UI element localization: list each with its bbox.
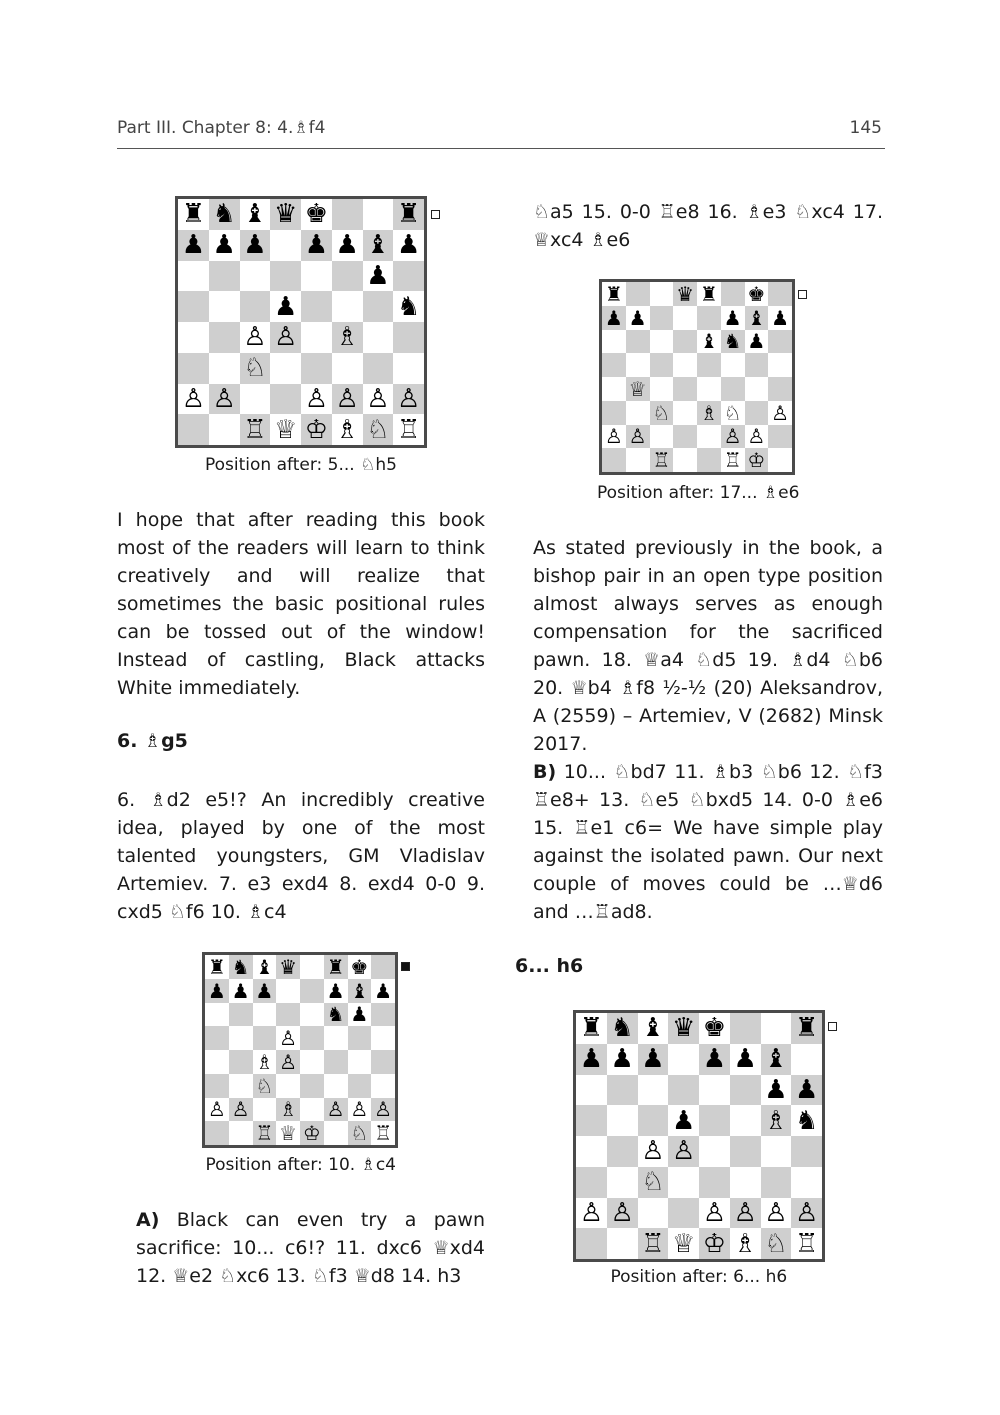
variation-a-paragraph bbox=[136, 1206, 485, 1290]
white-pawn-piece-d4: ♙ bbox=[270, 322, 301, 353]
black-pawn-piece-b7: ♟ bbox=[626, 306, 650, 330]
board-square-e3 bbox=[301, 353, 332, 384]
black-pawn-piece-h7: ♟ bbox=[768, 306, 792, 330]
board-square-a4 bbox=[178, 322, 209, 353]
board-square-d3 bbox=[276, 1074, 300, 1098]
black-bishop-piece-g7: ♝ bbox=[745, 306, 769, 330]
white-knight-piece-c3: ♘ bbox=[253, 1074, 277, 1098]
white-bishop-piece-c4: ♗ bbox=[253, 1050, 277, 1074]
black-pawn-piece-c7: ♟ bbox=[253, 979, 277, 1003]
board-square-e6 bbox=[301, 261, 332, 292]
board-square-b5 bbox=[626, 353, 650, 377]
board-square-h5 bbox=[768, 353, 792, 377]
white-bishop-piece-d2: ♗ bbox=[276, 1098, 300, 1122]
board-square-e5 bbox=[301, 291, 332, 322]
move-heading-g5: 6. ♗g5 bbox=[117, 730, 188, 752]
black-bishop-piece-c8: ♝ bbox=[638, 1013, 669, 1044]
board-square-b4 bbox=[229, 1050, 253, 1074]
board-square-a3 bbox=[205, 1074, 229, 1098]
black-rook-piece-a8: ♜ bbox=[178, 199, 209, 230]
board-square-b5 bbox=[607, 1105, 638, 1136]
board-square-h6 bbox=[371, 1003, 395, 1027]
white-rook-piece-c1: ♖ bbox=[650, 448, 674, 472]
board-square-a5 bbox=[602, 353, 626, 377]
white-knight-piece-g1: ♘ bbox=[363, 414, 394, 445]
white-queen-piece-d1: ♕ bbox=[270, 414, 301, 445]
black-pawn-piece-a7: ♟ bbox=[205, 979, 229, 1003]
white-pawn-piece-a2: ♙ bbox=[602, 425, 626, 449]
diagram-caption: Position after: 5... ♘h5 bbox=[205, 455, 397, 475]
board-square-e3 bbox=[699, 1167, 730, 1198]
board-square-b1 bbox=[209, 414, 240, 445]
board-square-h2 bbox=[768, 425, 792, 449]
intro-paragraph: I hope that after reading this book most of the readers will learn to think creatively and will realize that sometimes the basic positional rules can be tossed out of the window! Instead of castling, Black attacks White immediately. bbox=[117, 509, 485, 699]
board-square-f3 bbox=[332, 353, 363, 384]
black-rook-piece-h8: ♜ bbox=[791, 1013, 822, 1044]
board-square-b6 bbox=[607, 1075, 638, 1106]
black-pawn-piece-h6: ♟ bbox=[791, 1075, 822, 1106]
board-square-b3 bbox=[209, 353, 240, 384]
white-rook-piece-h1: ♖ bbox=[393, 414, 424, 445]
white-pawn-piece-g2: ♙ bbox=[761, 1198, 792, 1229]
board-square-f1 bbox=[324, 1121, 348, 1145]
board-square-b3 bbox=[229, 1074, 253, 1098]
board-square-h4 bbox=[371, 1050, 395, 1074]
board-square-g5 bbox=[348, 1026, 372, 1050]
board-square-d2 bbox=[673, 425, 697, 449]
board-square-g8 bbox=[761, 1013, 792, 1044]
variation-a-continuation: ♘a5 15. 0-0 ♖e8 16. ♗e3 ♘xc4 17. ♕xc4 ♗e6 bbox=[533, 201, 883, 251]
board-square-f8 bbox=[332, 199, 363, 230]
board-square-e8 bbox=[300, 955, 324, 979]
board-square-c5 bbox=[240, 291, 271, 322]
black-pawn-piece-b7: ♟ bbox=[229, 979, 253, 1003]
black-rook-piece-e8: ♜ bbox=[697, 282, 721, 306]
white-pawn-piece-e2: ♙ bbox=[699, 1198, 730, 1229]
black-pawn-piece-e7: ♟ bbox=[301, 230, 332, 261]
white-queen-piece-d1: ♕ bbox=[276, 1121, 300, 1145]
board-square-f8 bbox=[721, 282, 745, 306]
black-rook-piece-a8: ♜ bbox=[576, 1013, 607, 1044]
white-pawn-piece-f2: ♙ bbox=[332, 384, 363, 415]
board-square-f8 bbox=[730, 1013, 761, 1044]
board-square-c2 bbox=[638, 1198, 669, 1229]
board-square-c6 bbox=[650, 330, 674, 354]
black-pawn-piece-b7: ♟ bbox=[607, 1044, 638, 1075]
board-square-e7 bbox=[697, 306, 721, 330]
black-pawn-piece-f7: ♟ bbox=[324, 979, 348, 1003]
side-to-move-marker bbox=[798, 290, 807, 299]
white-bishop-piece-f4: ♗ bbox=[332, 322, 363, 353]
white-pawn-piece-b2: ♙ bbox=[209, 384, 240, 415]
black-knight-piece-b8: ♞ bbox=[209, 199, 240, 230]
board-square-e7 bbox=[300, 979, 324, 1003]
variation-paragraph-d2: 6. ♗d2 e5!? An incredibly creative idea, played by one of the most talented youngsters, GM Vladislav Artemiev. 7. e3 exd4 8. exd4 0-0 9. cxd5 ♘f6 10. ♗c4 bbox=[117, 789, 485, 923]
board-square-g3 bbox=[745, 401, 769, 425]
white-pawn-piece-h3: ♙ bbox=[768, 401, 792, 425]
black-knight-piece-b8: ♞ bbox=[607, 1013, 638, 1044]
board-square-e1 bbox=[697, 448, 721, 472]
white-pawn-piece-g2: ♙ bbox=[745, 425, 769, 449]
board-square-d4 bbox=[673, 377, 697, 401]
diagram-caption: Position after: 6... h6 bbox=[610, 1267, 788, 1287]
black-rook-piece-f8: ♜ bbox=[324, 955, 348, 979]
board-square-f4 bbox=[721, 377, 745, 401]
board-square-b5 bbox=[229, 1026, 253, 1050]
board-square-f3 bbox=[324, 1074, 348, 1098]
white-pawn-piece-d4: ♙ bbox=[276, 1050, 300, 1074]
black-pawn-piece-c7: ♟ bbox=[240, 230, 271, 261]
board-square-a1 bbox=[576, 1228, 607, 1259]
board-square-a5 bbox=[178, 291, 209, 322]
board-square-e5 bbox=[697, 353, 721, 377]
board-square-a6 bbox=[602, 330, 626, 354]
side-to-move-marker bbox=[431, 210, 440, 219]
white-king-piece-g1: ♔ bbox=[745, 448, 769, 472]
board-square-c7 bbox=[650, 306, 674, 330]
black-pawn-piece-f7: ♟ bbox=[332, 230, 363, 261]
black-pawn-piece-g6: ♟ bbox=[761, 1075, 792, 1106]
board-square-f4 bbox=[324, 1050, 348, 1074]
board-square-g3 bbox=[363, 353, 394, 384]
board-square-e4 bbox=[699, 1136, 730, 1167]
board-square-d2 bbox=[668, 1198, 699, 1229]
board-square-c6 bbox=[240, 261, 271, 292]
board-square-h4 bbox=[393, 322, 424, 353]
board-square-h6 bbox=[393, 261, 424, 292]
black-king-piece-e8: ♚ bbox=[699, 1013, 730, 1044]
board-square-c6 bbox=[253, 1003, 277, 1027]
board-square-h8 bbox=[371, 955, 395, 979]
board-square-e2 bbox=[300, 1098, 324, 1122]
board-square-g4 bbox=[745, 377, 769, 401]
board-square-e4 bbox=[301, 322, 332, 353]
black-queen-piece-d8: ♛ bbox=[673, 282, 697, 306]
board-square-f6 bbox=[332, 261, 363, 292]
black-bishop-piece-c8: ♝ bbox=[253, 955, 277, 979]
side-to-move-marker bbox=[401, 962, 410, 971]
board-square-g4 bbox=[761, 1136, 792, 1167]
white-pawn-piece-c4: ♙ bbox=[240, 322, 271, 353]
white-pawn-piece-e2: ♙ bbox=[301, 384, 332, 415]
diagram-caption: Position after: 17... ♗e6 bbox=[597, 483, 800, 503]
black-bishop-piece-g7: ♝ bbox=[363, 230, 394, 261]
black-pawn-piece-h7: ♟ bbox=[393, 230, 424, 261]
white-knight-piece-c3: ♘ bbox=[638, 1167, 669, 1198]
white-rook-piece-h1: ♖ bbox=[791, 1228, 822, 1259]
chapter-title: Part III. Chapter 8: 4.♗f4 bbox=[117, 118, 326, 138]
white-pawn-piece-a2: ♙ bbox=[576, 1198, 607, 1229]
board-square-c2 bbox=[253, 1098, 277, 1122]
variation-b-paragraph bbox=[533, 758, 883, 926]
black-king-piece-e8: ♚ bbox=[301, 199, 332, 230]
black-pawn-piece-a7: ♟ bbox=[576, 1044, 607, 1075]
board-square-e6 bbox=[699, 1075, 730, 1106]
white-knight-piece-c3: ♘ bbox=[240, 353, 271, 384]
board-square-d7 bbox=[673, 306, 697, 330]
white-rook-piece-c1: ♖ bbox=[240, 414, 271, 445]
board-square-g5 bbox=[745, 353, 769, 377]
white-king-piece-e1: ♔ bbox=[300, 1121, 324, 1145]
board-square-g3 bbox=[761, 1167, 792, 1198]
board-square-e5 bbox=[300, 1026, 324, 1050]
white-pawn-piece-f2: ♙ bbox=[721, 425, 745, 449]
white-queen-piece-b4: ♕ bbox=[626, 377, 650, 401]
board-square-h8 bbox=[768, 282, 792, 306]
board-square-b1 bbox=[229, 1121, 253, 1145]
variation-b-label: B) bbox=[533, 761, 557, 783]
board-square-d7 bbox=[270, 230, 301, 261]
black-pawn-piece-g6: ♟ bbox=[348, 1003, 372, 1027]
board-square-c4 bbox=[650, 377, 674, 401]
board-square-d2 bbox=[270, 384, 301, 415]
board-square-h3 bbox=[371, 1074, 395, 1098]
board-square-c2 bbox=[650, 425, 674, 449]
board-square-c6 bbox=[638, 1075, 669, 1106]
board-square-d3 bbox=[673, 401, 697, 425]
variation-a-label: A) bbox=[136, 1209, 160, 1231]
board-square-d6 bbox=[276, 1003, 300, 1027]
white-king-piece-e1: ♔ bbox=[301, 414, 332, 445]
board-square-g8 bbox=[363, 199, 394, 230]
board-square-g4 bbox=[363, 322, 394, 353]
board-square-h3 bbox=[393, 353, 424, 384]
white-pawn-piece-b2: ♙ bbox=[626, 425, 650, 449]
black-rook-piece-a8: ♜ bbox=[602, 282, 626, 306]
diagram-caption: Position after: 10. ♗c4 bbox=[205, 1155, 396, 1175]
board-square-c5 bbox=[650, 353, 674, 377]
board-square-a6 bbox=[576, 1075, 607, 1106]
board-square-d6 bbox=[673, 330, 697, 354]
board-square-a1 bbox=[178, 414, 209, 445]
black-knight-piece-f6: ♞ bbox=[721, 330, 745, 354]
white-knight-piece-g1: ♘ bbox=[761, 1228, 792, 1259]
board-square-a3 bbox=[576, 1167, 607, 1198]
white-pawn-piece-f2: ♙ bbox=[730, 1198, 761, 1229]
board-square-f6 bbox=[730, 1075, 761, 1106]
black-pawn-piece-a7: ♟ bbox=[178, 230, 209, 261]
black-knight-piece-h5: ♞ bbox=[393, 291, 424, 322]
white-pawn-piece-h2: ♙ bbox=[371, 1098, 395, 1122]
board-square-c5 bbox=[638, 1105, 669, 1136]
black-pawn-piece-d5: ♟ bbox=[270, 291, 301, 322]
black-queen-piece-d8: ♛ bbox=[276, 955, 300, 979]
black-knight-piece-f6: ♞ bbox=[324, 1003, 348, 1027]
board-square-b1 bbox=[607, 1228, 638, 1259]
board-square-c8 bbox=[650, 282, 674, 306]
board-square-d7 bbox=[668, 1044, 699, 1075]
white-king-piece-e1: ♔ bbox=[699, 1228, 730, 1259]
board-square-a1 bbox=[602, 448, 626, 472]
board-square-d3 bbox=[270, 353, 301, 384]
board-square-f5 bbox=[730, 1105, 761, 1136]
chess-board bbox=[175, 196, 427, 448]
black-pawn-piece-b7: ♟ bbox=[209, 230, 240, 261]
white-pawn-piece-g2: ♙ bbox=[348, 1098, 372, 1122]
board-square-d6 bbox=[270, 261, 301, 292]
board-square-a5 bbox=[576, 1105, 607, 1136]
white-pawn-piece-a2: ♙ bbox=[205, 1098, 229, 1122]
board-square-d7 bbox=[276, 979, 300, 1003]
board-square-f3 bbox=[730, 1167, 761, 1198]
page-header bbox=[117, 116, 885, 149]
white-knight-piece-c3: ♘ bbox=[650, 401, 674, 425]
board-square-c5 bbox=[253, 1026, 277, 1050]
board-square-b5 bbox=[209, 291, 240, 322]
board-square-h3 bbox=[791, 1167, 822, 1198]
black-knight-piece-b8: ♞ bbox=[229, 955, 253, 979]
white-pawn-piece-g2: ♙ bbox=[363, 384, 394, 415]
board-square-b6 bbox=[209, 261, 240, 292]
board-square-f4 bbox=[730, 1136, 761, 1167]
white-pawn-piece-c4: ♙ bbox=[638, 1136, 669, 1167]
white-bishop-piece-f1: ♗ bbox=[730, 1228, 761, 1259]
white-rook-piece-h1: ♖ bbox=[371, 1121, 395, 1145]
board-square-f5 bbox=[332, 291, 363, 322]
board-square-a3 bbox=[602, 401, 626, 425]
board-square-e4 bbox=[697, 377, 721, 401]
black-queen-piece-d8: ♛ bbox=[270, 199, 301, 230]
side-to-move-marker bbox=[828, 1022, 837, 1031]
black-bishop-piece-c8: ♝ bbox=[240, 199, 271, 230]
board-square-a4 bbox=[205, 1050, 229, 1074]
white-bishop-piece-f1: ♗ bbox=[332, 414, 363, 445]
white-bishop-piece-e3: ♗ bbox=[697, 401, 721, 425]
board-square-h4 bbox=[791, 1136, 822, 1167]
white-rook-piece-c1: ♖ bbox=[253, 1121, 277, 1145]
board-square-h6 bbox=[768, 330, 792, 354]
black-pawn-piece-g6: ♟ bbox=[363, 261, 394, 292]
board-square-a5 bbox=[205, 1026, 229, 1050]
board-square-b6 bbox=[229, 1003, 253, 1027]
black-pawn-piece-f7: ♟ bbox=[721, 306, 745, 330]
board-square-g4 bbox=[348, 1050, 372, 1074]
bishop-pair-paragraph: As stated previously in the book, a bishop pair in an open type position almost always serves as enough compensation for the sacrificed pawn. 18. ♕a4 ♘d5 19. ♗d4 ♘b6 20. ♕b4 ♗f8 ½-½ (20) Aleksandrov, A (2559) – Artemiev, V (2682) Minsk 2017. bbox=[533, 537, 883, 755]
white-pawn-piece-d4: ♙ bbox=[668, 1136, 699, 1167]
board-square-a6 bbox=[178, 261, 209, 292]
board-square-d1 bbox=[673, 448, 697, 472]
board-square-g3 bbox=[348, 1074, 372, 1098]
board-square-b4 bbox=[209, 322, 240, 353]
board-square-d3 bbox=[668, 1167, 699, 1198]
white-pawn-piece-h2: ♙ bbox=[791, 1198, 822, 1229]
chess-board bbox=[599, 279, 795, 475]
board-square-g5 bbox=[363, 291, 394, 322]
board-square-b6 bbox=[626, 330, 650, 354]
black-rook-piece-h8: ♜ bbox=[393, 199, 424, 230]
board-square-f5 bbox=[324, 1026, 348, 1050]
chess-board bbox=[573, 1010, 825, 1262]
board-square-a3 bbox=[178, 353, 209, 384]
black-pawn-piece-d5: ♟ bbox=[668, 1105, 699, 1136]
board-square-a4 bbox=[602, 377, 626, 401]
black-pawn-piece-a7: ♟ bbox=[602, 306, 626, 330]
board-square-a4 bbox=[576, 1136, 607, 1167]
board-square-b4 bbox=[607, 1136, 638, 1167]
black-king-piece-g8: ♚ bbox=[348, 955, 372, 979]
board-square-b8 bbox=[626, 282, 650, 306]
white-pawn-piece-a2: ♙ bbox=[178, 384, 209, 415]
board-square-a1 bbox=[205, 1121, 229, 1145]
black-pawn-piece-f7: ♟ bbox=[730, 1044, 761, 1075]
white-rook-piece-f1: ♖ bbox=[721, 448, 745, 472]
black-bishop-piece-e6: ♝ bbox=[697, 330, 721, 354]
white-pawn-piece-f2: ♙ bbox=[324, 1098, 348, 1122]
white-bishop-piece-g5: ♗ bbox=[761, 1105, 792, 1136]
black-pawn-piece-g6: ♟ bbox=[745, 330, 769, 354]
board-square-f5 bbox=[721, 353, 745, 377]
board-square-e5 bbox=[699, 1105, 730, 1136]
variation-b-text: 10... ♘bd7 11. ♗b3 ♘b6 12. ♘f3 ♖e8+ 13. ♘e5 ♘bxd5 14. 0-0 ♗e6 15. ♖e1 c6= We have simple play against the isolated pawn. Our next couple of moves could be …♕d6 and …♖ad8. bbox=[533, 761, 883, 923]
white-knight-piece-g1: ♘ bbox=[348, 1121, 372, 1145]
black-queen-piece-d8: ♛ bbox=[668, 1013, 699, 1044]
board-square-e2 bbox=[697, 425, 721, 449]
black-pawn-piece-h7: ♟ bbox=[371, 979, 395, 1003]
board-square-h4 bbox=[768, 377, 792, 401]
board-square-a6 bbox=[205, 1003, 229, 1027]
board-square-e3 bbox=[300, 1074, 324, 1098]
board-square-b1 bbox=[626, 448, 650, 472]
board-square-h1 bbox=[768, 448, 792, 472]
board-square-h5 bbox=[371, 1026, 395, 1050]
board-square-b3 bbox=[607, 1167, 638, 1198]
board-square-e4 bbox=[300, 1050, 324, 1074]
white-pawn-piece-h2: ♙ bbox=[393, 384, 424, 415]
black-pawn-piece-c7: ♟ bbox=[638, 1044, 669, 1075]
board-square-c2 bbox=[240, 384, 271, 415]
black-bishop-piece-g7: ♝ bbox=[761, 1044, 792, 1075]
white-pawn-piece-d5: ♙ bbox=[276, 1026, 300, 1050]
white-knight-piece-f3: ♘ bbox=[721, 401, 745, 425]
board-square-d6 bbox=[668, 1075, 699, 1106]
board-square-b3 bbox=[626, 401, 650, 425]
black-bishop-piece-g7: ♝ bbox=[348, 979, 372, 1003]
black-rook-piece-a8: ♜ bbox=[205, 955, 229, 979]
black-king-piece-g8: ♚ bbox=[745, 282, 769, 306]
white-pawn-piece-b2: ♙ bbox=[607, 1198, 638, 1229]
white-rook-piece-c1: ♖ bbox=[638, 1228, 669, 1259]
board-square-e6 bbox=[300, 1003, 324, 1027]
chess-board bbox=[202, 952, 398, 1148]
black-knight-piece-h5: ♞ bbox=[791, 1105, 822, 1136]
white-queen-piece-d1: ♕ bbox=[668, 1228, 699, 1259]
variation-a-text: Black can even try a pawn sacrifice: 10... c6!? 11. dxc6 ♕xd4 12. ♕e2 ♘xc6 13. ♘f3 ♕d8 14. h3 bbox=[136, 1209, 485, 1287]
move-heading-h6: 6... h6 bbox=[515, 955, 584, 977]
white-pawn-piece-b2: ♙ bbox=[229, 1098, 253, 1122]
board-square-d5 bbox=[673, 353, 697, 377]
board-square-h7 bbox=[791, 1044, 822, 1075]
page-number: 145 bbox=[849, 118, 882, 138]
black-pawn-piece-e7: ♟ bbox=[699, 1044, 730, 1075]
